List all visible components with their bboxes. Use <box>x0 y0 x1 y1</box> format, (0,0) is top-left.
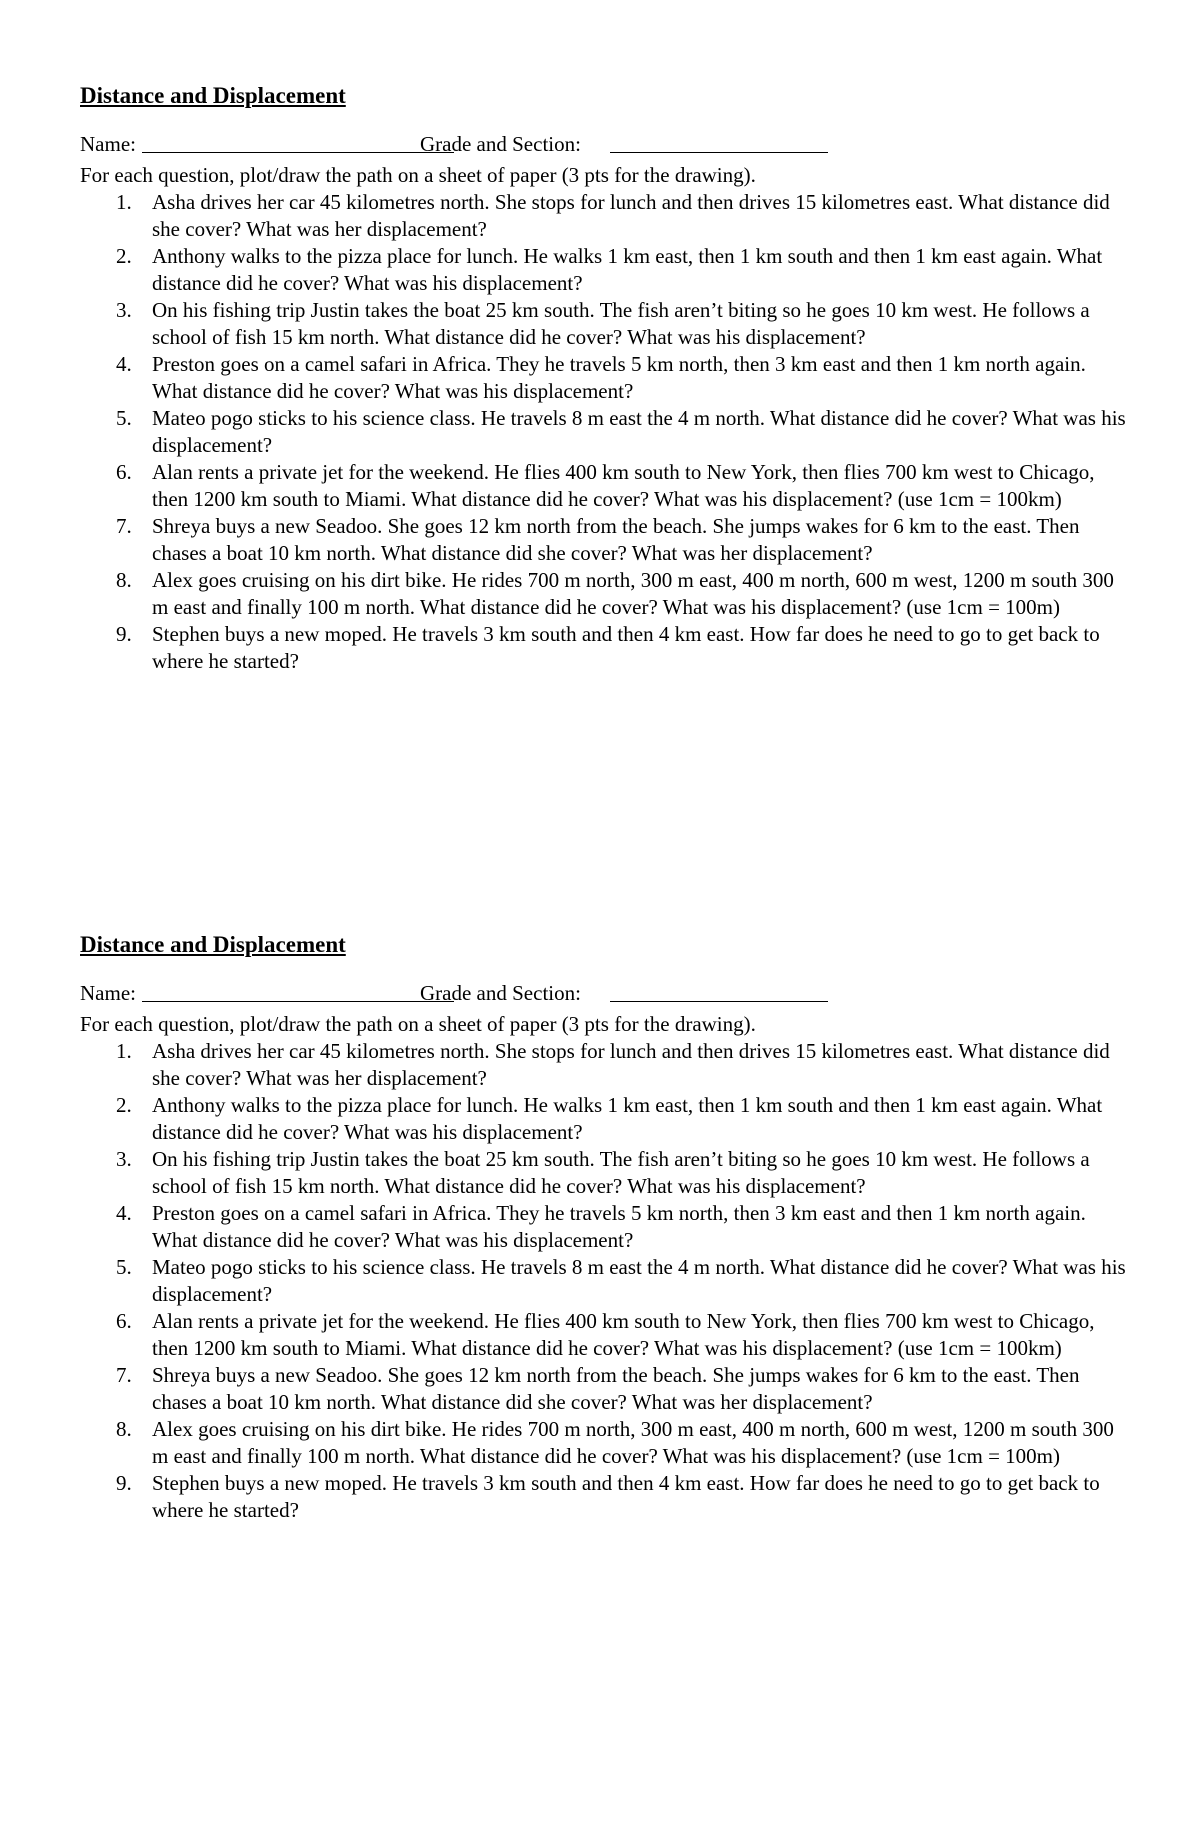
question-item <box>80 459 1130 513</box>
question-list <box>80 189 1130 675</box>
question-text: Alex goes cruising on his dirt bike. He rides 700 m north, 300 m east, 400 m north, 600 m west, 1200 m south 300 m east and finally 100 m north. What distance did he cover? What was his displacement? (use 1cm = 100m) <box>152 568 1114 619</box>
question-item <box>80 351 1130 405</box>
question-text: Mateo pogo sticks to his science class. He travels 8 m east the 4 m north. What distance did he cover? What was his displacement? <box>152 406 1126 457</box>
question-text: Alan rents a private jet for the weekend. He flies 400 km south to New York, then flies 700 km west to Chicago, then 1200 km south to Miami. What distance did he cover? What was his displacement? (use 1cm = 100km) <box>152 1309 1095 1360</box>
question-list <box>80 1038 1130 1524</box>
question-item <box>80 1092 1130 1146</box>
question-text: Anthony walks to the pizza place for lunch. He walks 1 km east, then 1 km south and then 1 km east again. What distance did he cover? What was his displacement? <box>152 244 1103 295</box>
question-number: 7. <box>116 514 132 538</box>
question-number: 8. <box>116 568 132 592</box>
question-number: 4. <box>116 352 132 376</box>
question-item <box>80 405 1130 459</box>
grade-section-label: Grade and Section: <box>420 132 581 156</box>
name-blank-line <box>142 152 454 153</box>
question-text: On his fishing trip Justin takes the boat 25 km south. The fish aren’t biting so he goes 10 km west. He follows a school of fish 15 km north. What distance did he cover? What was his displacement? <box>152 1147 1090 1198</box>
question-number: 7. <box>116 1363 132 1387</box>
question-text: Mateo pogo sticks to his science class. He travels 8 m east the 4 m north. What distance did he cover? What was his displacement? <box>152 1255 1126 1306</box>
question-text: Preston goes on a camel safari in Africa. They he travels 5 km north, then 3 km east and then 1 km north again. What distance did he cover? What was his displacement? <box>152 352 1086 403</box>
question-number: 1. <box>116 190 132 214</box>
question-number: 2. <box>116 1093 132 1117</box>
question-number: 3. <box>116 1147 132 1171</box>
worksheet-title: Distance and Displacement <box>80 83 346 108</box>
question-item <box>80 1146 1130 1200</box>
question-number: 5. <box>116 1255 132 1279</box>
question-text: Anthony walks to the pizza place for lunch. He walks 1 km east, then 1 km south and then 1 km east again. What distance did he cover? What was his displacement? <box>152 1093 1103 1144</box>
question-item <box>80 1308 1130 1362</box>
question-item <box>80 567 1130 621</box>
question-text: Stephen buys a new moped. He travels 3 km south and then 4 km east. How far does he need to go to get back to where he started? <box>152 622 1100 673</box>
student-info-row <box>80 979 1130 1007</box>
question-number: 5. <box>116 406 132 430</box>
worksheet-title: Distance and Displacement <box>80 932 346 957</box>
student-info-row <box>80 130 1130 158</box>
question-item <box>80 1254 1130 1308</box>
question-item <box>80 297 1130 351</box>
grade-section-blank-line <box>610 152 828 153</box>
question-number: 1. <box>116 1039 132 1063</box>
question-text: Shreya buys a new Seadoo. She goes 12 km north from the beach. She jumps wakes for 6 km to the east. Then chases a boat 10 km north. What distance did she cover? What was her displacement? <box>152 1363 1080 1414</box>
worksheet-2 <box>80 931 1130 1524</box>
question-item <box>80 513 1130 567</box>
grade-section-label: Grade and Section: <box>420 981 581 1005</box>
grade-section-blank-line <box>610 1001 828 1002</box>
question-number: 8. <box>116 1417 132 1441</box>
question-text: Alex goes cruising on his dirt bike. He rides 700 m north, 300 m east, 400 m north, 600 m west, 1200 m south 300 m east and finally 100 m north. What distance did he cover? What was his displacement? (use 1cm = 100m) <box>152 1417 1114 1468</box>
question-number: 6. <box>116 460 132 484</box>
question-text: On his fishing trip Justin takes the boat 25 km south. The fish aren’t biting so he goes 10 km west. He follows a school of fish 15 km north. What distance did he cover? What was his displacement? <box>152 298 1090 349</box>
question-item <box>80 1038 1130 1092</box>
instructions: For each question, plot/draw the path on a sheet of paper (3 pts for the drawing). <box>80 1012 756 1036</box>
question-text: Asha drives her car 45 kilometres north. She stops for lunch and then drives 15 kilometres east. What distance did she cover? What was her displacement? <box>152 190 1110 241</box>
question-item <box>80 189 1130 243</box>
question-text: Asha drives her car 45 kilometres north. She stops for lunch and then drives 15 kilometres east. What distance did she cover? What was her displacement? <box>152 1039 1110 1090</box>
question-item <box>80 621 1130 675</box>
instructions: For each question, plot/draw the path on a sheet of paper (3 pts for the drawing). <box>80 163 756 187</box>
question-number: 6. <box>116 1309 132 1333</box>
question-number: 9. <box>116 1471 132 1495</box>
name-blank-line <box>142 1001 454 1002</box>
question-text: Preston goes on a camel safari in Africa. They he travels 5 km north, then 3 km east and then 1 km north again. What distance did he cover? What was his displacement? <box>152 1201 1086 1252</box>
question-text: Shreya buys a new Seadoo. She goes 12 km north from the beach. She jumps wakes for 6 km to the east. Then chases a boat 10 km north. What distance did she cover? What was her displacement? <box>152 514 1080 565</box>
name-label: Name: <box>80 981 136 1005</box>
question-item <box>80 243 1130 297</box>
question-text: Alan rents a private jet for the weekend. He flies 400 km south to New York, then flies 700 km west to Chicago, then 1200 km south to Miami. What distance did he cover? What was his displacement? (use 1cm = 100km) <box>152 460 1095 511</box>
name-label: Name: <box>80 132 136 156</box>
question-item <box>80 1470 1130 1524</box>
worksheet-1 <box>80 82 1130 675</box>
question-item <box>80 1362 1130 1416</box>
question-number: 3. <box>116 298 132 322</box>
question-number: 4. <box>116 1201 132 1225</box>
question-number: 9. <box>116 622 132 646</box>
question-text: Stephen buys a new moped. He travels 3 km south and then 4 km east. How far does he need to go to get back to where he started? <box>152 1471 1100 1522</box>
question-item <box>80 1200 1130 1254</box>
question-number: 2. <box>116 244 132 268</box>
question-item <box>80 1416 1130 1470</box>
